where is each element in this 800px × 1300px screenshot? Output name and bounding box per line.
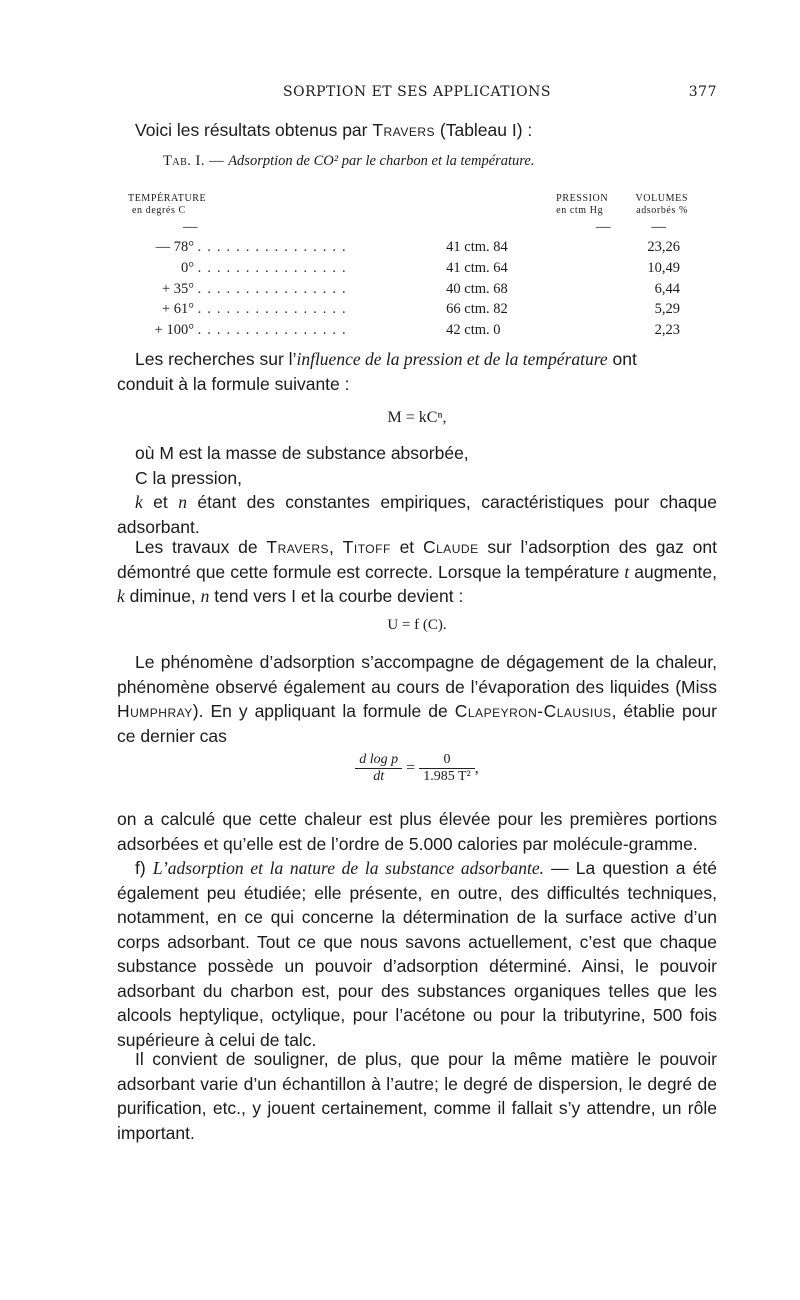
para1-text-a: Les recherches sur l’	[135, 349, 297, 369]
definition-c: C la pression,	[135, 467, 242, 488]
para3-t2: ). En y appliquant la formule de	[192, 701, 455, 721]
formula-clapeyron	[117, 752, 717, 785]
table-row	[128, 299, 688, 320]
adsorption-table	[128, 193, 688, 341]
header-volumes-line1: VOLUMES	[635, 193, 688, 204]
cell-temperature	[128, 299, 416, 320]
header-volumes	[635, 193, 688, 217]
intro-text-end: (Tableau I) :	[435, 120, 533, 140]
author-travers-2: Travers	[266, 537, 330, 557]
para2-t5: augmente,	[629, 561, 717, 582]
formula-comma: ,	[474, 759, 479, 777]
dash-temp: —	[183, 218, 198, 235]
para2-t7: tend vers I et la courbe devient :	[209, 586, 464, 606]
definitions	[117, 441, 717, 539]
table-row	[128, 238, 688, 259]
para3-t1: Le phénomène d’adsorption s’accompagne de dégagement de la chaleur, phénomène observé également au cours de l’évaporation des liquides (Miss	[117, 652, 717, 697]
dash-pressure: —	[596, 218, 611, 235]
author-claude: Claude	[422, 537, 479, 557]
var-k-2: k	[117, 586, 125, 606]
temperature-value: 0°	[180, 259, 194, 276]
cell-volume: 5,29	[654, 301, 680, 318]
paragraph-conclusion: Il convient de souligner, de plus, que pour la même matière le pouvoir adsorbant varie d’un échantillon à l’autre; le degré de dispersion, le degré de purification, etc., y jouent certainement, comme il fallait s’y attendre, un rôle important.	[117, 1049, 717, 1143]
para1-line2: conduit à la formule suivante :	[117, 373, 350, 394]
paragraph-nature-substance	[117, 856, 717, 1052]
fraction-numerator-2: 0	[419, 752, 475, 769]
temperature-value: + 35°	[161, 280, 194, 297]
leader-dots: ................	[197, 280, 352, 297]
var-t: t	[624, 561, 630, 582]
table-caption	[163, 153, 683, 170]
formula-m-kcn: M = kCⁿ,	[387, 409, 447, 426]
running-header	[117, 84, 717, 106]
paragraph-calcul: on a calculé que cette chaleur est plus élevée pour les premières portions adsorbées et qu’elle est de l’ordre de 5.000 calories par molécule-gramme.	[117, 809, 717, 854]
header-temperature	[128, 193, 416, 217]
table-row	[128, 279, 688, 300]
paragraph-influence	[117, 347, 717, 396]
cell-temperature	[128, 238, 416, 259]
def-and: et	[142, 492, 179, 512]
para2-t2: ,	[329, 537, 343, 557]
var-n: n	[178, 492, 187, 512]
cell-pressure: 41 ctm. 84	[446, 239, 508, 256]
header-pressure	[416, 193, 635, 217]
temperature-value: + 100°	[154, 321, 194, 338]
para2-t6: diminue,	[124, 586, 201, 606]
author-clapeyron-clausius: Clapeyron-Clausius	[454, 701, 612, 721]
leader-dots: ................	[197, 239, 352, 256]
cell-volume: 10,49	[647, 259, 680, 276]
cell-volume: 23,26	[647, 239, 680, 256]
fraction-numerator-1: d log p	[355, 752, 402, 769]
fraction-denominator-2: 1.985 T²	[423, 769, 471, 784]
cell-volume: 6,44	[654, 280, 680, 297]
section-body-f: — La question a été également peu étudiée; elle présente, en outre, des difficultés techniques, notamment, en ce qui concerne la détermination de la surface active d’un corps adsorbant. Tout ce que nous savons actuellement, c’est que chaque substance possède un pouvoir d’adsorption déterminé. Ainsi, le pouvoir adsorbant du charbon est, pour des substances organiques telles que les alcools heptylique, octylique, pour l’acétone ou pour la tributyrine, 500 fois supérieure à celui de talc.	[117, 858, 718, 1050]
def-text: étant des constantes empiriques, caractéristiques pour chaque	[186, 492, 717, 512]
para2-t3: et	[390, 537, 423, 557]
leader-dots: ................	[197, 321, 352, 338]
para3-t3: , établie pour ce dernier cas	[117, 701, 717, 746]
table-header-row	[128, 193, 688, 217]
fraction-heat	[419, 752, 475, 785]
fraction-denominator-1: dt	[373, 769, 385, 784]
dash-volumes: —	[651, 218, 666, 235]
para2-t1: Les travaux de	[135, 537, 267, 557]
para1-text-c: ont	[607, 349, 637, 369]
var-k: k	[135, 492, 143, 512]
cell-pressure: 41 ctm. 64	[446, 259, 508, 276]
cell-pressure: 40 ctm. 68	[446, 280, 508, 297]
fraction-dlogp-dt	[355, 752, 402, 785]
author-titoff: Titoff	[342, 537, 391, 557]
header-temperature-line2: en degrés C	[132, 205, 186, 216]
header-volumes-line2: adsorbés %	[636, 205, 688, 216]
leader-dots: ................	[197, 301, 352, 318]
definition-adsorbant: adsorbant.	[117, 516, 200, 537]
author-travers: Travers	[372, 120, 436, 140]
cell-pressure: 66 ctm. 82	[446, 301, 508, 318]
definition-k-n	[117, 490, 717, 515]
running-title: SORPTION ET SES APPLICATIONS	[283, 84, 551, 100]
cell-temperature	[128, 258, 416, 279]
table-body	[128, 238, 688, 341]
table-label: Tab. I. —	[163, 153, 229, 169]
paragraph-travaux	[117, 535, 717, 609]
header-pressure-line1: PRESSION	[556, 193, 609, 204]
definition-m: où M est la masse de substance absorbée,	[135, 443, 469, 463]
header-pressure-line2: en ctm Hg	[556, 205, 604, 216]
table-row	[128, 258, 688, 279]
temperature-value: — 78°	[155, 239, 194, 256]
table-row	[128, 320, 688, 341]
cell-volume: 2,23	[654, 321, 680, 338]
cell-pressure: 42 ctm. 0	[446, 321, 501, 338]
temperature-value: + 61°	[161, 301, 194, 318]
cell-temperature	[128, 320, 416, 341]
section-title-f: L’adsorption et la nature de la substance adsorbante.	[152, 858, 544, 878]
intro-text: Voici les résultats obtenus par	[135, 120, 373, 140]
table-caption-text: Adsorption de CO² par le charbon et la température.	[228, 153, 535, 169]
para1-italic: influence de la pression et de la température	[296, 349, 608, 369]
var-n-2: n	[200, 586, 210, 606]
table-dash-row	[128, 217, 688, 238]
intro-line	[117, 118, 717, 143]
author-humphray: Humphray	[117, 701, 193, 721]
page-number: 377	[688, 84, 717, 100]
equals-sign: =	[406, 759, 416, 777]
header-temperature-line1: TEMPÉRATURE	[128, 193, 207, 204]
leader-dots: ................	[197, 259, 352, 276]
paragraph-chaleur	[117, 650, 717, 748]
para2-t4: sur l’adsorption des gaz ont démontré que cette formule est correcte. Lorsque la température	[117, 537, 718, 582]
cell-temperature	[128, 279, 416, 300]
section-label-f: f)	[135, 858, 153, 878]
formula-u-fc: U = f (C).	[387, 617, 447, 633]
